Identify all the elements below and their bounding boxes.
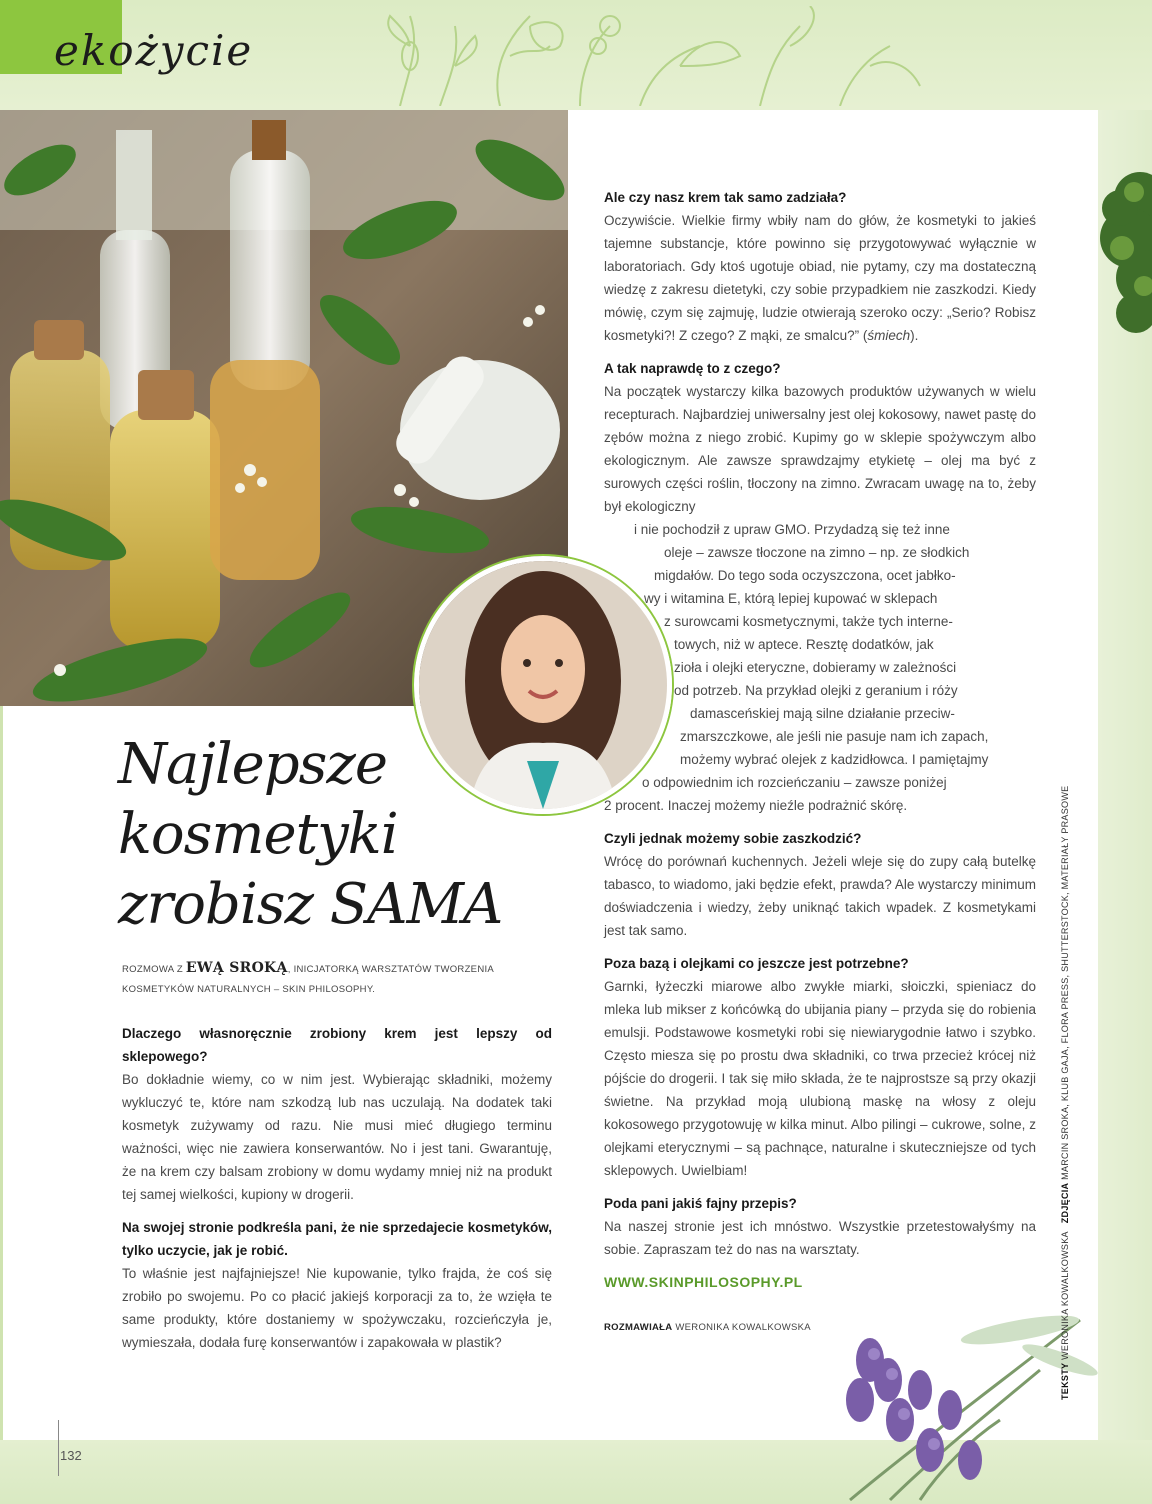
answer-4-line: od potrzeb. Na przykład olejki z geranium i róży <box>674 683 958 698</box>
article-headline <box>118 730 538 940</box>
byline <box>122 958 522 1000</box>
interviewee-name: EWĄ SROKĄ <box>185 960 288 976</box>
photos-value: MARCIN SROKA, KLUB GAJA, FLORA PRESS, SHUTTERSTOCK, MATERIAŁY PRASOWE <box>1060 785 1070 1180</box>
answer-4-line: migdałów. Do tego soda oczyszczona, ocet jabłko- <box>654 568 956 583</box>
page-number: 132 <box>60 1448 82 1463</box>
answer-6: Garnki, łyżeczki miarowe albo zwykłe miarki, słoiczki, spieniacz do mleka lub mikser z końcówką do ubijania piany – przyda się do robienia emulsji. Podstawowe kosmetyki robi się niewiarygodnie łatwo i szybko. Często miesza się po prostu dwa składniki, co trwa przecież krócej niż pójście do drogerii. I tak się miło składa, że te najprostsze są przy okazji świetne. Na przykład moją ulubioną maskę na włosy z oleju kokosowego przygotowuję w kilka minut. Albo pilingi – cukrowe, solne, z olejkami eterycznymi – są pachnące, naturalne i skuteczniejsze od tych sklepowych. Uwielbiam! <box>604 979 1036 1178</box>
answer-4-line: zmarszczkowe, ale jeśli nie pasuje nam ich zapach, <box>680 729 989 744</box>
texts-value: WERONIKA KOWALKOWSKA <box>1060 1231 1070 1360</box>
byline-prefix: ROZMOWA Z <box>122 964 183 975</box>
section-label: ekożycie <box>54 26 254 75</box>
website-link[interactable]: WWW.SKINPHILOSOPHY.PL <box>604 1274 803 1290</box>
answer-3 <box>604 209 1036 347</box>
left-column <box>122 1022 552 1364</box>
headline-line-1: Najlepsze <box>118 732 388 797</box>
question-7: Poda pani jakiś fajny przepis? <box>604 1196 797 1211</box>
answer-4-line: towych, niż w aptece. Resztę dodatków, jak <box>674 637 934 652</box>
answer-1: Bo dokładnie wiemy, co w nim jest. Wybierając składniki, możemy wykluczyć te, które nam szkodzą lub nas uczulają. Na dodatek taki kosmetyk zużywamy od razu. Nie musi mieć długiego terminu ważności, więc nie zawiera konserwantów. No i jest tani. Gwarantuję, że na krem czy balsam zrobiony w domu wydamy mniej niż na produkt tej samej wielkości, kupiony w drogerii. <box>122 1072 552 1202</box>
answer-4-line: damasceńskiej mają silne działanie przeciw- <box>690 706 955 721</box>
answer-3-laugh: śmiech <box>867 328 911 343</box>
texts-label: TEKSTY <box>1060 1362 1070 1400</box>
interviewer-label: ROZMAWIAŁA <box>604 1322 673 1333</box>
question-4: A tak naprawdę to z czego? <box>604 361 781 376</box>
tree-illustration <box>1100 168 1152 338</box>
headline-line-2: kosmetyki <box>118 802 398 867</box>
answer-4-line: możemy wybrać olejek z kadzidłowca. I pamiętajmy <box>680 752 989 767</box>
question-5: Czyli jednak możemy sobie zaszkodzić? <box>604 831 862 846</box>
answer-3-text: Oczywiście. Wielkie firmy wbiły nam do głów, że kosmetyki to jakieś tajemne substancje, które powinno się przygotowywać wyłącznie w laboratoriach. Gdy ktoś ugotuje obiad, nie pytamy, czy ma dostateczną wiedzę z zakresu dietetyki, czy sobie przypadkiem nie zaszkodzi. Kiedy mówię, czym się zajmuję, ludzie otwierają szeroko oczy: „Serio? Robisz kosmetyki?! Z czego? Z mąki, ze smalcu?” ( <box>604 213 1036 343</box>
answer-4-line: 2 procent. Inaczej możemy nieźle podrażnić skórę. <box>604 798 908 813</box>
answer-4-line: wy i witamina E, którą lepiej kupować w sklepach <box>644 591 938 606</box>
question-1: Dlaczego własnoręcznie zrobiony krem jest lepszy od sklepowego? <box>122 1026 552 1064</box>
right-column <box>604 186 1036 1339</box>
photo-credits <box>1060 680 1070 1400</box>
headline-line-3: zrobisz SAMA <box>118 872 503 937</box>
answer-4-line: oleje – zawsze tłoczone na zimno – np. ze słodkich <box>664 545 970 560</box>
photos-label: ZDJĘCIA <box>1060 1182 1070 1224</box>
answer-5: Wrócę do porównań kuchennych. Jeżeli wleje się do zupy całą butelkę tabasco, to wiadomo, jaki będzie efekt, prawda? Ale wystarczy minimum doświadczenia i wiedzy, żeby uniknąć takich wpadek. Z kosmetykami jest tak samo. <box>604 854 1036 938</box>
answer-4-line: z surowcami kosmetycznymi, także tych interne- <box>664 614 953 629</box>
question-2: Na swojej stronie podkreśla pani, że nie sprzedajecie kosmetyków, tylko uczycie, jak je robić. <box>122 1220 552 1258</box>
interviewer-name: WERONIKA KOWALKOWSKA <box>675 1322 811 1333</box>
answer-7: Na naszej stronie jest ich mnóstwo. Wszystkie przetestowałyśmy na sobie. Zapraszam też do nas na warsztaty. <box>604 1219 1036 1257</box>
answer-4-line: i nie pochodził z upraw GMO. Przydadzą się też inne <box>634 522 950 537</box>
answer-4-line: zioła i olejki eteryczne, dobieramy w zależności <box>674 660 957 675</box>
question-6: Poza bazą i olejkami co jeszcze jest potrzebne? <box>604 956 909 971</box>
answer-4-para: Na początek wystarczy kilka bazowych produktów używanych w wielu recepturach. Najbardziej uniwersalny jest olej kokosowy, nawet pastę do zębów można z niego zrobić. Kupimy go w sklepie spożywczym albo ekologicznym. Ale zawsze sprawdzajmy etykietę – olej ma być z surowych części roślin, tłoczony na zimno. Zwracam uwagę na to, żeby był ekologiczny <box>604 384 1036 514</box>
interviewer-credit <box>604 1316 1036 1339</box>
answer-3-end: ). <box>910 328 919 343</box>
page-number-rule <box>58 1420 59 1476</box>
answer-4-line: o odpowiednim ich rozcieńczaniu – zawsze poniżej <box>642 775 947 790</box>
question-3: Ale czy nasz krem tak samo zadziała? <box>604 190 847 205</box>
byline-suffix: , INICJATORKĄ WARSZTATÓW TWORZENIA KOSMETYKÓW NATURALNYCH – SKIN PHILOSOPHY. <box>122 964 494 995</box>
herb-illustration <box>380 6 940 106</box>
answer-2: To właśnie jest najfajniejsze! Nie kupowanie, tylko frajda, że coś się zrobiło po swojemu. Po co płacić jakiejś korporacji za to, że wzięła te same produkty, które dostaniemy w spożywczaku, rozcieńczyła je, wymieszała, dodała furę konserwantów i zapakowała w plastik? <box>122 1266 552 1350</box>
answer-4 <box>604 380 1036 817</box>
